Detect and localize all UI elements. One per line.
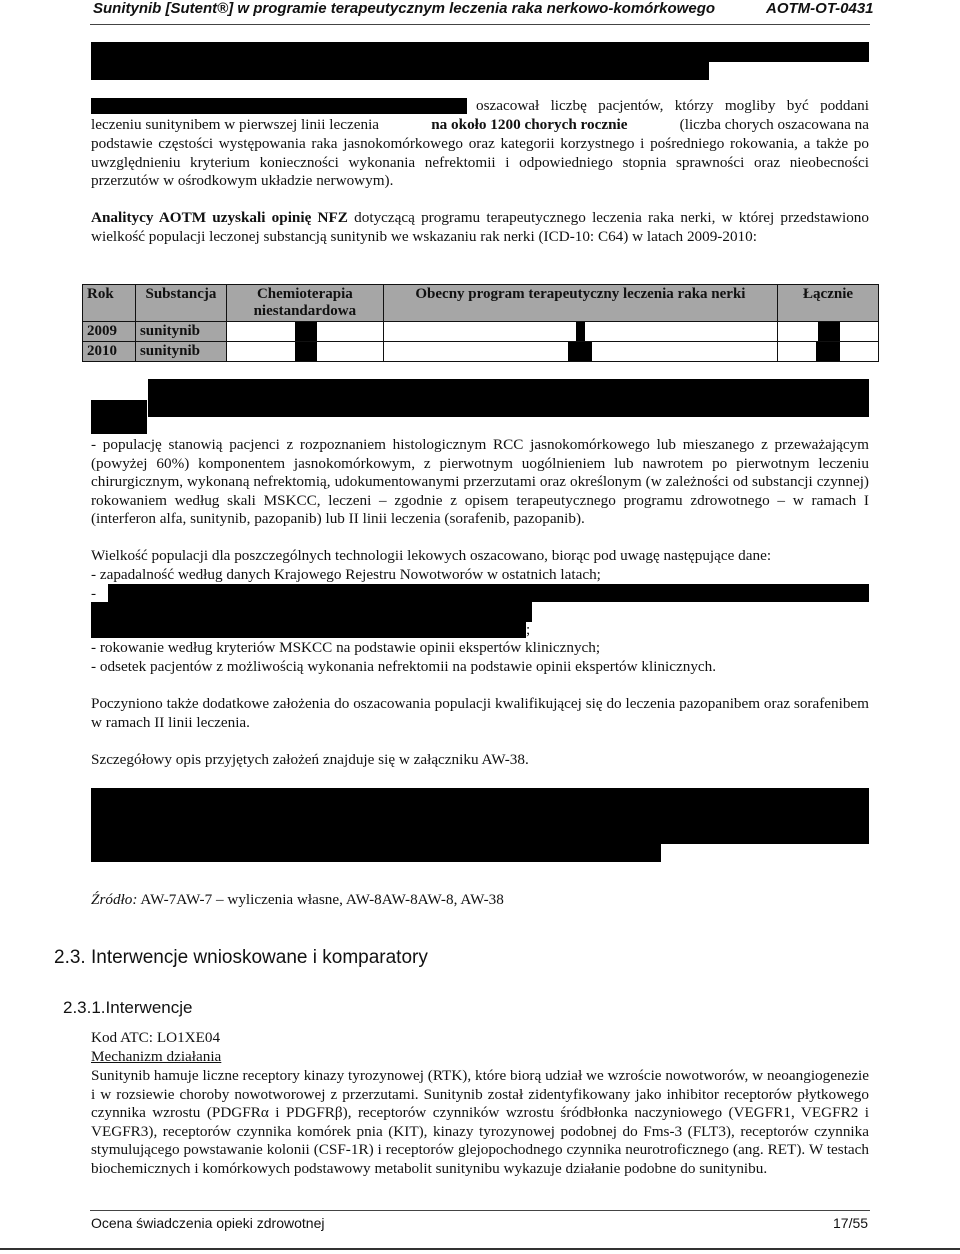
table-row bbox=[83, 322, 879, 342]
section-heading-2-3: 2.3. Interwencje wnioskowane i komparatory bbox=[54, 947, 428, 968]
redaction-block bbox=[568, 342, 592, 361]
redaction-block bbox=[148, 379, 869, 417]
paragraph-1-rest: podstawie częstości występowania raka jasnokomórkowego oraz kategorii korzystnego i pośredniego rokowania, a także po uwzględnieniu kryterium konieczności wykonania nefrektomii i odpowiedniego stopnia sprawności oraz nieobecności przerzutów w ośrodkowym układzie nerwowym). bbox=[91, 135, 869, 190]
table-cell-redacted bbox=[778, 322, 879, 342]
paragraph-1-line-1: oszacował liczbę pacjentów, którzy mogliby być poddani bbox=[476, 97, 869, 114]
paragraph-4-line-1: Wielkość populacji dla poszczególnych technologii lekowych oszacowano, biorąc pod uwagę następujące dane: bbox=[91, 547, 772, 564]
section-heading-2-3-1: 2.3.1.Interwencje bbox=[63, 998, 193, 1017]
page-bottom-edge bbox=[0, 1248, 960, 1250]
table-header-cell: Chemioterapia niestandardowa bbox=[226, 285, 383, 322]
paragraph-1-text: leczeniu sunitynibem w pierwszej linii leczenia bbox=[91, 116, 380, 133]
redaction-block bbox=[91, 842, 661, 862]
redaction-block bbox=[576, 322, 585, 341]
table-cell-substance: sunitynib bbox=[135, 342, 226, 362]
list-item: - zapadalność według danych Krajowego Rejestru Nowotworów w ostatnich latach; bbox=[91, 566, 601, 583]
header-rule bbox=[90, 24, 870, 25]
redaction-block bbox=[108, 584, 869, 602]
mechanism-heading bbox=[91, 1048, 221, 1067]
redaction-block bbox=[91, 98, 467, 114]
source-note bbox=[91, 891, 504, 910]
table-header-cell: Substancja bbox=[135, 285, 226, 322]
page-number: 17/55 bbox=[833, 1215, 869, 1231]
table-cell-year: 2010 bbox=[83, 342, 136, 362]
table-row bbox=[83, 342, 879, 362]
population-table bbox=[82, 284, 879, 362]
table-cell-substance: sunitynib bbox=[135, 322, 226, 342]
redaction-block bbox=[91, 400, 147, 434]
table-cell-redacted bbox=[778, 342, 879, 362]
redaction-block bbox=[295, 322, 317, 341]
source-text: AW-7AW-7 – wyliczenia własne, AW-8AW-8AW-8, AW-38 bbox=[140, 891, 504, 908]
redaction-block bbox=[818, 322, 840, 341]
mechanism-heading-text: Mechanizm działania bbox=[91, 1048, 222, 1065]
table-header-cell: Rok bbox=[83, 285, 136, 322]
table-cell-redacted bbox=[226, 322, 383, 342]
redaction-block bbox=[91, 620, 526, 638]
mechanism-paragraph: Sunitynib hamuje liczne receptory kinazy tyrozynowej (RTK), które biorą udział we wzroście nowotworów, w neoangiogenezie i w rozsiewie choroby nowotworowej z przerzutami. Sunitynib został zidentyfikowany jako inhibitor receptorów płytkowego czynnika wzrostu (PDGFRα i PDGFRβ), receptorów czynników wzrostu śródbłonka naczyniowego (VEGFR1, VEGFR2 i VEGFR3), receptorów czynnika komórek pnia (KIT), kinazy tyrozynowej podobnej do Fms-3 (FLT3), receptorów czynnika stymulującego powstawanie kolonii (CSF-1R) i receptorów glejopochodnego czynnika neurotroficznego (ang. RET). W testach biochemicznych i komórkowych podstawowy metabolit sunitynibu wykazuje działanie podobne do sunitynibu. bbox=[91, 1067, 869, 1177]
redaction-block bbox=[91, 788, 869, 844]
paragraph-2-bold: Analitycy AOTM uzyskali opinię NFZ bbox=[91, 209, 348, 226]
patient-count-emphasis: na około 1200 chorych rocznie bbox=[431, 116, 628, 133]
paragraph-2 bbox=[91, 209, 869, 246]
paragraph-2-text: dotyczącą programu terapeutycznego leczenia raka nerki, w której przedstawiono wielkość populacji leczonej substancją sunitynib we wskazaniu rak nerki (ICD-10: C64) w latach 2009-2010: bbox=[91, 209, 869, 245]
redaction-block bbox=[91, 60, 709, 80]
table-header-cell: Łącznie bbox=[778, 285, 879, 322]
document-code: AOTM-OT-0431 bbox=[766, 0, 874, 17]
table-header-row bbox=[83, 285, 879, 322]
paragraph-1-line-2 bbox=[91, 116, 869, 135]
paragraph-3: - populację stanowią pacjenci z rozpoznaniem histologicznym RCC jasnokomórkowego lub mieszanego z przeważającym (powyżej 60%) komponentem jasnokomórkowym, z pierwotnym uogólnieniem lub nawrotem po pierwotnym leczeniu chirurgicznym, wykonaną nefrektomią, udokumentowanymi przerzutami oraz określonym (w zależności od substancji czynnej) rokowaniem według skali MSKCC, leczeni – zgodnie z opisem terapeutycznego programu zdrowotnego – w ramach I (interferon alfa, sunitynib, pazopanib) lub II linii leczenia (sorafenib, pazopanib). bbox=[91, 436, 869, 528]
list-item-dash: - bbox=[91, 585, 97, 602]
redaction-block bbox=[91, 42, 869, 62]
paragraph-1-text: (liczba chorych oszacowana na bbox=[679, 116, 869, 133]
source-label: Źródło: bbox=[91, 891, 138, 908]
list-item: - odsetek pacjentów z możliwością wykonania nefrektomii na podstawie opinii ekspertów klinicznych. bbox=[91, 658, 717, 675]
footer-rule bbox=[90, 1210, 870, 1211]
table-cell-redacted bbox=[383, 342, 777, 362]
paragraph-6: Szczegółowy opis przyjętych założeń znajduje się w załączniku AW-38. bbox=[91, 751, 529, 768]
table-cell-redacted bbox=[383, 322, 777, 342]
table-cell-year: 2009 bbox=[83, 322, 136, 342]
footer-left: Ocena świadczenia opieki zdrowotnej bbox=[91, 1215, 325, 1231]
list-item: - rokowanie według kryteriów MSKCC na podstawie opinii ekspertów klinicznych; bbox=[91, 639, 601, 656]
redaction-block bbox=[91, 602, 532, 622]
document-header-title: Sunitynib [Sutent®] w programie terapeutycznym leczenia raka nerkowo-komórkowego bbox=[93, 0, 716, 17]
table-header-cell: Obecny program terapeutyczny leczenia raka nerki bbox=[383, 285, 777, 322]
atc-code: Kod ATC: LO1XE04 bbox=[91, 1029, 221, 1046]
redaction-block bbox=[816, 342, 840, 361]
table-cell-redacted bbox=[226, 342, 383, 362]
paragraph-5: Poczyniono także dodatkowe założenia do oszacowania populacji kwalifikującej się do leczenia pazopanibem oraz sorafenibem w ramach II linii leczenia. bbox=[91, 695, 869, 731]
redaction-block bbox=[295, 342, 317, 361]
list-item-end: ; bbox=[526, 621, 531, 638]
